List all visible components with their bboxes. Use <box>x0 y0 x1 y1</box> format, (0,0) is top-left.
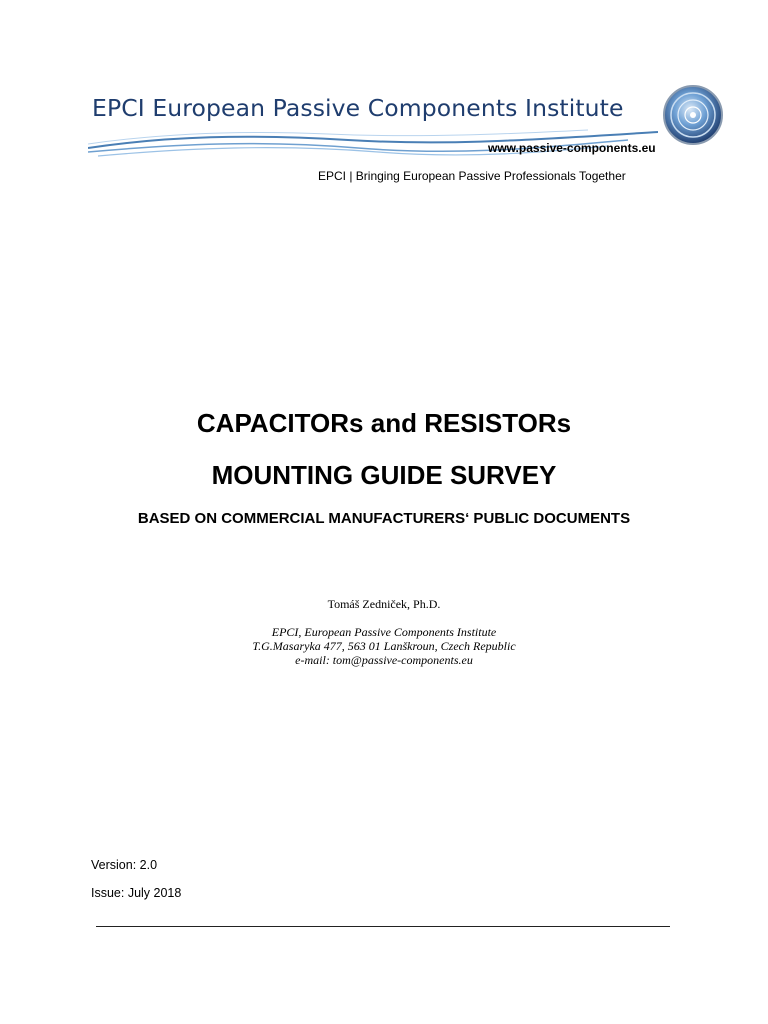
header-title: EPCI European Passive Components Institute <box>92 94 624 122</box>
document-title-line-1: CAPACITORs and RESISTORs <box>196 408 572 438</box>
footer-divider <box>96 926 670 927</box>
epci-globe-logo-icon <box>660 84 726 146</box>
document-version: Version: 2.0 <box>91 858 158 872</box>
document-issue-date: Issue: July 2018 <box>91 886 182 900</box>
author-email[interactable]: e-mail: tom@passive-components.eu <box>295 653 473 667</box>
header-website-url[interactable]: www.passive-components.eu <box>488 141 656 155</box>
author-name: Tomáš Zedniček, Ph.D. <box>327 597 441 611</box>
document-title-line-2: MOUNTING GUIDE SURVEY <box>211 460 557 490</box>
header-tagline: EPCI | Bringing European Passive Professionals Together <box>318 169 626 183</box>
author-address: T.G.Masaryka 477, 563 01 Lanškroun, Czech Republic <box>252 639 516 653</box>
author-organization: EPCI, European Passive Components Institute <box>271 625 497 639</box>
document-subtitle: BASED ON COMMERCIAL MANUFACTURERS‘ PUBLIC DOCUMENTS <box>137 510 631 527</box>
